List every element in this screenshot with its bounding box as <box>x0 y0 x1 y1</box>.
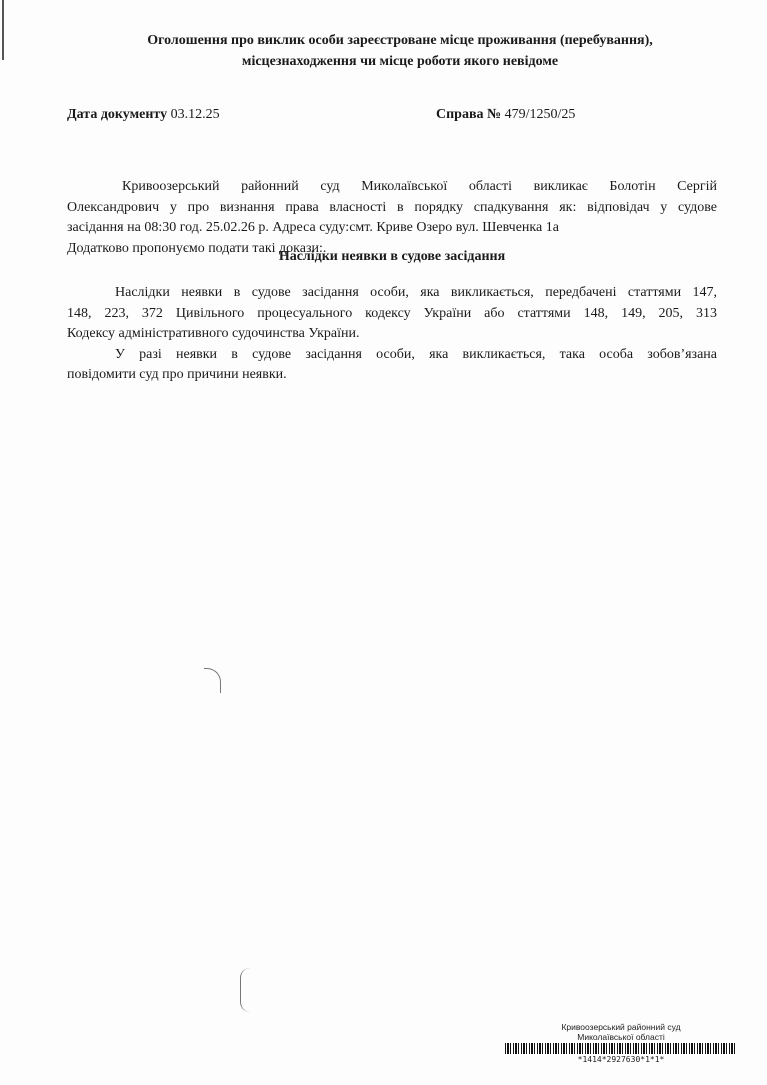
date-value: 03.12.25 <box>170 107 220 122</box>
barcode-icon <box>505 1043 737 1054</box>
summons-paragraph <box>67 177 717 259</box>
consequences-line-2: 148, 223, 372 Цивільного процесуального кодексу України або статтями 148, 149, 205, 313 <box>67 305 717 321</box>
scan-edge <box>2 0 4 60</box>
absence-line-1: У разі неявки в судове засідання особи, яка викликається, така особа зобов’язана <box>115 346 717 362</box>
consequences-line-3: Кодексу адміністративного судочинства України. <box>67 326 360 341</box>
summons-line-4: Додатково пропонуємо подати такі докази:. <box>67 240 327 256</box>
date-label: Дата документу <box>67 107 168 122</box>
document-title <box>60 30 740 72</box>
consequences-line-1: Наслідки неявки в судове засідання особи, яка викликається, передбачені статтями 147, <box>115 285 717 300</box>
barcode-text: *1414*2927630*1*1* <box>577 1055 665 1064</box>
stamp-region: Миколаївської області <box>577 1032 665 1042</box>
document-date <box>67 107 220 123</box>
summons-line-1: Кривоозерський районний суд Миколаївської області викликає Болотін Сергій <box>122 179 717 194</box>
title-line-2: місцезнаходження чи місце роботи якого невідоме <box>241 54 559 69</box>
title-line-1: Оголошення про виклик особи зареєстроване місце проживання (перебування), <box>147 33 653 48</box>
pen-mark <box>204 668 221 693</box>
summons-line-3: засідання на 08:30 год. 25.02.26 р. Адреса суду:смт. Криве Озеро вул. Шевченка 1а <box>67 220 559 235</box>
summons-line-2: Олександрович у про визнання права власності в порядку спадкування як: відповідач у судове <box>67 199 717 215</box>
stamp-court-name: Кривоозерський районний суд <box>561 1022 681 1032</box>
case-label: Справа № <box>436 107 502 122</box>
document-meta <box>67 107 707 127</box>
case-number <box>436 107 575 123</box>
case-value: 479/1250/25 <box>504 107 576 122</box>
absence-line-2: повідомити суд про причини неявки. <box>67 367 287 382</box>
court-stamp <box>505 1022 737 1064</box>
consequences-paragraph <box>67 283 717 386</box>
pen-mark <box>240 968 251 1012</box>
consequences-heading: Наслідки неявки в судове засідання <box>278 249 506 264</box>
